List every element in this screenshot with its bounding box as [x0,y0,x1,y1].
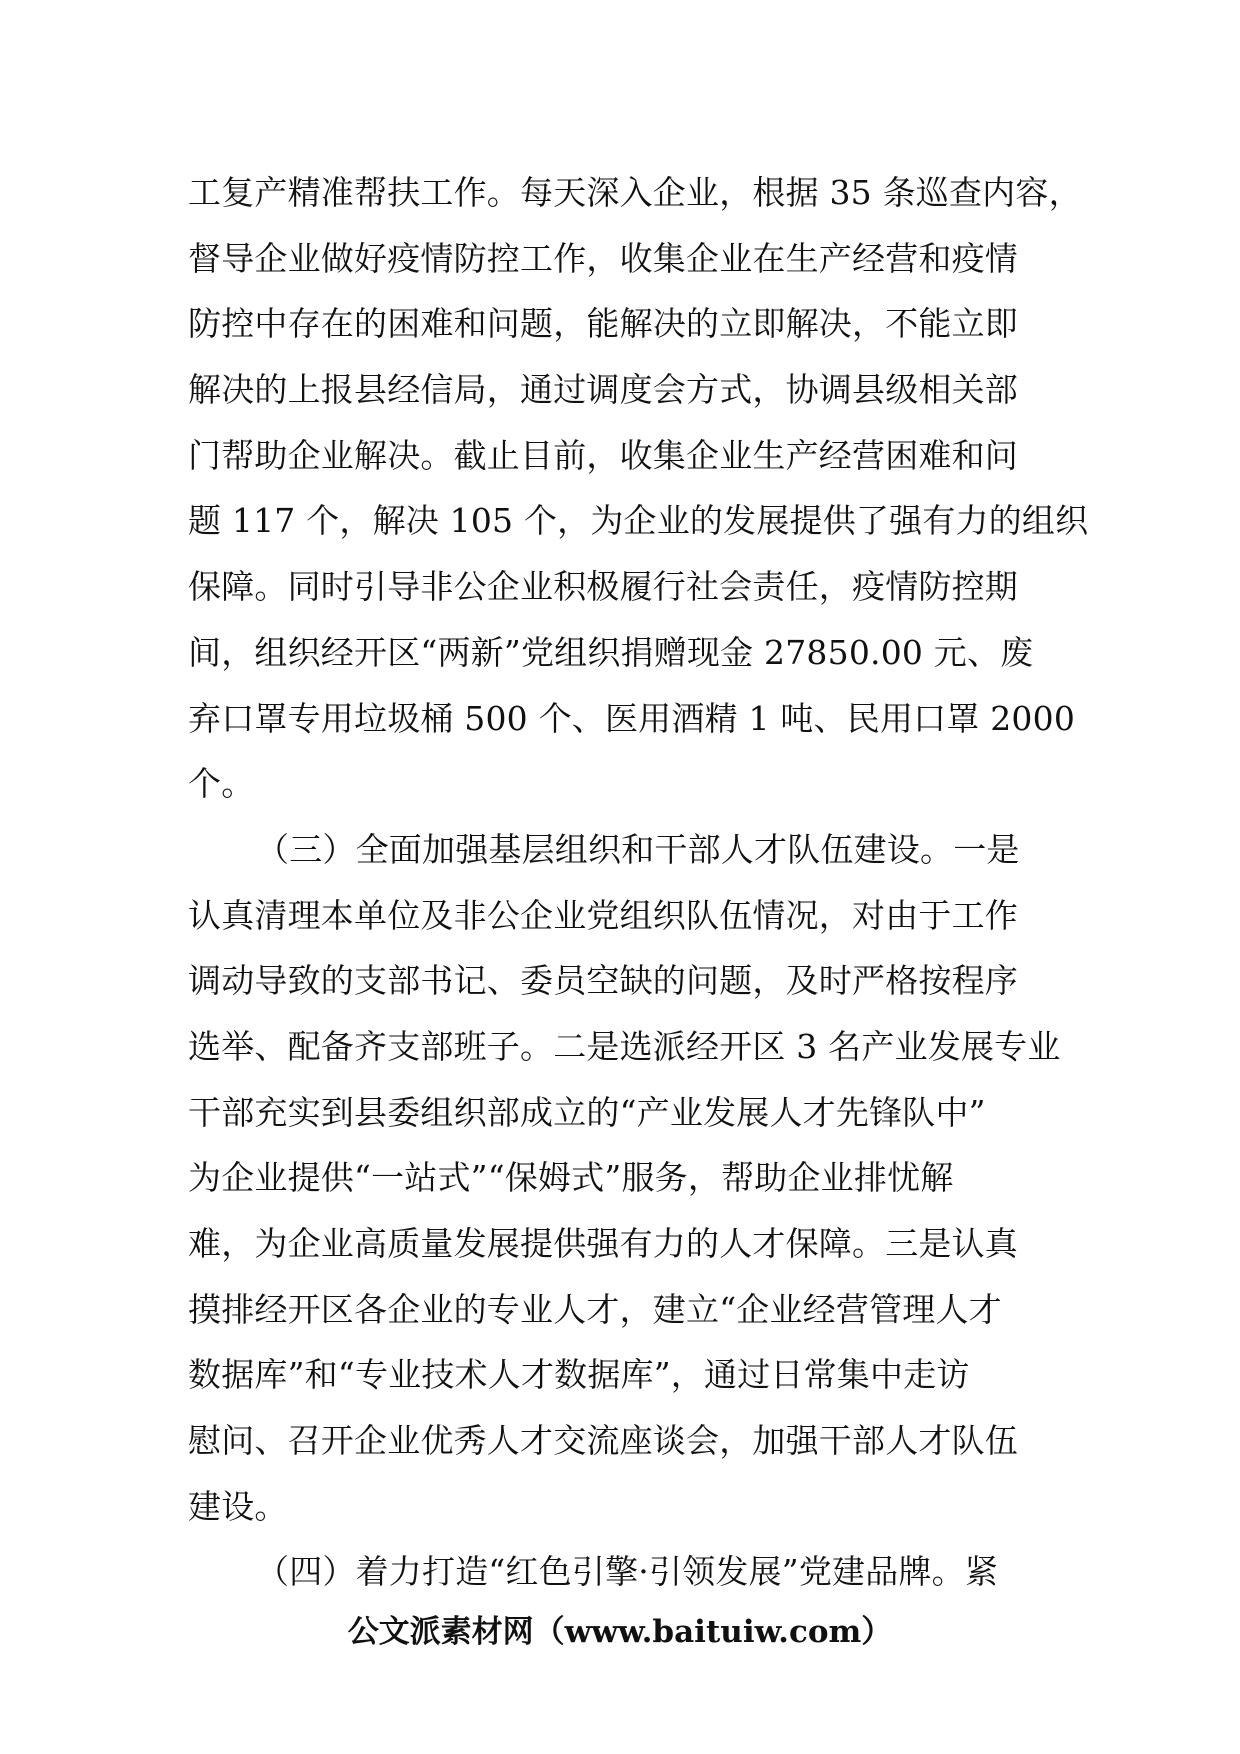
text-line: 督导企业做好疫情防控工作，收集企业在生产经营和疫情 [188,238,1018,278]
text-line: 间，组织经开区“两新”党组织捐赠现金 27850.00 元、废 [188,632,1034,672]
section-heading-line: （四）着力打造“红色引擎·引领发展”党建品牌。紧 [256,1552,999,1592]
text-line: 保障。同时引导非公企业积极履行社会责任，疫情防控期 [188,567,1018,607]
text-line: 干部充实到县委组织部成立的“产业发展人才先锋队中” [188,1092,986,1132]
section-heading-line: （三）全面加强基层组织和干部人才队伍建设。一是 [256,829,1020,869]
text-line: 摸排经开区各企业的专业人才，建立“企业经营管理人才 [188,1289,1002,1329]
text-line: 题 117 个，解决 105 个，为企业的发展提供了强有力的组织 [188,501,1089,541]
text-line: 防控中存在的困难和问题，能解决的立即解决，不能立即 [188,304,1018,344]
text-line: 工复产精准帮扶工作。每天深入企业，根据 35 条巡查内容， [188,173,1082,212]
text-line: 慰问、召开企业优秀人才交流座谈会，加强干部人才队伍 [188,1421,1018,1461]
text-line: 弃口罩专用垃圾桶 500 个、医用酒精 1 吨、民用口罩 2000 [188,698,1076,738]
text-line: 为企业提供“一站式”“保姆式”服务，帮助企业排忧解 [188,1158,954,1198]
text-line: 解决的上报县经信局，通过调度会方式，协调县级相关部 [188,370,1018,410]
text-line: 个。 [188,764,255,804]
footer-watermark: 公文派素材网（www.baituiw.com） [347,1614,893,1650]
body-text [188,160,1089,1605]
text-line: 认真清理本单位及非公企业党组织队伍情况，对由于工作 [188,895,1018,935]
text-line: 建设。 [188,1486,288,1526]
text-line: 调动导致的支部书记、委员空缺的问题，及时严格按程序 [188,961,1018,1001]
text-line: 数据库”和“专业技术人才数据库”，通过日常集中走访 [188,1355,970,1395]
text-line: 难，为企业高质量发展提供强有力的人才保障。三是认真 [188,1224,1018,1263]
text-line: 门帮助企业解决。截止目前，收集企业生产经营困难和问 [188,435,1018,475]
text-line: 选举、配备齐支部班子。二是选派经开区 3 名产业发展专业 [188,1026,1061,1066]
